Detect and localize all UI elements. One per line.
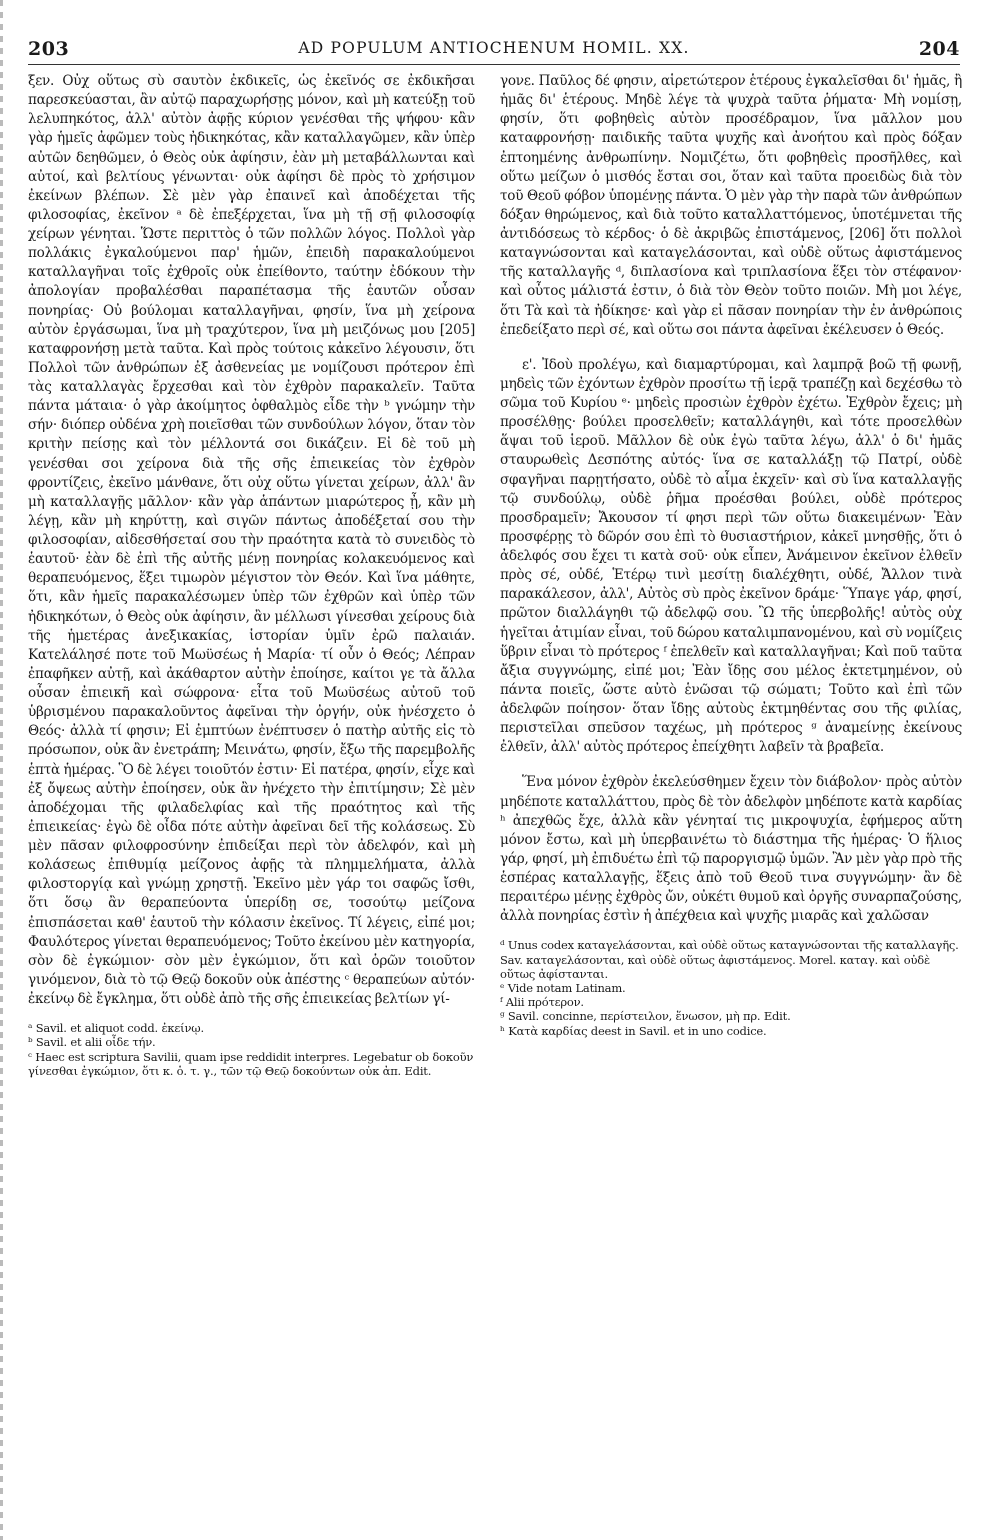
footnote-b: ᵇ Savil. et alii οἶδε τήν. <box>28 1035 156 1050</box>
footnote-g: ᵍ Savil. concinne, περίστειλον, ἕνωσον, μὴ πρ. Edit. <box>500 1009 791 1024</box>
right-paragraph-2: ε'. Ἰδοὺ προλέγω, καὶ διαμαρτύρομαι, καὶ λαμπρᾷ βοῶ τῇ φωνῇ, μηδεὶς τῶν ἐχόντων ἐχθρὸν προσίτω τῇ ἱερᾷ τραπέζῃ καὶ δεχέσθω τὸ σῶμα τοῦ Κυρίου ᵉ· μηδεὶς προσιὼν ἐχθρὸν ἐχέτω. Ἐχθρὸν ἔχεις; μὴ προσέλθῃς· βούλει προσελθεῖν; καταλλάγηθι, καὶ τότε προσελθὼν ἅψαι τοῦ ἱεροῦ. Μᾶλλον δὲ οὐκ ἐγὼ ταῦτα λέγω, ἀλλ' ὁ δι' ἡμᾶς σταυρωθεὶς Δεσπότης αὐτός· ἵνα σε καταλλάξῃ τῷ Πατρί, οὐδὲ σφαγῆναι παρῃτήσατο, οὐδὲ τὸ αἷμα ἐκχεῖν· καὶ σὺ ἵνα καταλλαγῇς τῷ συνδούλῳ, οὐδὲ ῥῆμα προέσθαι βούλει, οὐδὲ πρότερος προσδραμεῖν; Ἄκουσον τί φησι περὶ τῶν οὕτω διακειμένων· Ἐὰν προσφέρῃς τὸ δῶρόν σου ἐπὶ τὸ θυσιαστήριον, κἀκεῖ μνησθῇς, ὅτι ὁ ἀδελφός σου ἔχει τι κατὰ σοῦ· οὐκ εἶπεν, Ἀνάμεινον ἐκεῖνον ἐλθεῖν πρὸς σέ, οὐδέ, Ἑτέρῳ τινὶ μεσίτῃ διαλέχθητι, οὐδέ, Ἄλλον τινὰ παρακάλεσον, ἀλλ', Αὐτὸς σὺ πρὸς ἐκεῖνον δράμε· Ὕπαγε γάρ, φησί, πρῶτον διαλλάγηθι τῷ ἀδελφῷ σου. Ὢ τῆς ὑπερβολῆς! αὐτὸς οὐχ ἡγεῖται ἀτιμίαν εἶναι, τοῦ δώρου καταλιμπανομένου, καὶ σὺ νομίζεις ὕβριν εἶναι τὸ πρότερος ᶠ ἐπελθεῖν καὶ καταλλαγῆναι; Καὶ ποῦ ταῦτα ἄξια συγγνώμης, εἰπέ μοι; Ἐὰν ἴδῃς σου μέλος ἐκτετμημένον, οὐ πάντα ποιεῖς, ὥστε αὐτὸ ἑνῶσαι τῷ σώματι; Τοῦτο καὶ ἐπὶ τῶν ἀδελφῶν ποίησον· ὅταν ἴδῃς αὐτοὺς ἐκτμηθέντας σου τῆς φιλίας, περιστεῖλαι σπεῦσον ταχέως, μὴ πρότερος ᵍ ἀναμείνῃς ἐκείνους ἐλθεῖν, ἀλλ' αὐτὸς πρότερος ἐπείχθητι λαβεῖν τὰ βραβεῖα. <box>500 356 962 756</box>
page-edge-marks <box>0 0 3 1540</box>
footnote-h: ʰ Κατὰ καρδίας deest in Savil. et in uno codice. <box>500 1023 767 1038</box>
left-paragraph-1: ξεν. Οὐχ οὕτως σὺ σαυτὸν ἐκδικεῖς, ὡς ἐκεῖνός σε ἐκδικῆσαι παρεσκεύασται, ἂν αὐτῷ παραχωρήσῃς μόνον, καὶ μὴ κατεύξῃ τοῦ λελυπηκότος, ἀλλ' αὐτὸν ἀφῇς κύριον γενέσθαι τῆς ψήφου· κἂν γὰρ ἡμεῖς ἀφῶμεν τοὺς ἠδικηκότας, κἂν καταλλαγῶμεν, κἂν ὑπὲρ αὐτῶν δεηθῶμεν, ὁ Θεὸς οὐκ ἀφίησιν, ἐὰν μὴ μεταβάλλωνται καὶ αὐτοί, καὶ βελτίους γένωνται· οὐκ ἀφίησι δὲ πρὸς τὸ χρήσιμον ἐκείνων βλέπων. Σὲ μὲν γὰρ ἐπαινεῖ καὶ ἀποδέχεται τῆς φιλοσοφίας, ἐκεῖνον ᵃ δὲ ἐπεξέρχεται, ἵνα μὴ τῇ σῇ φιλοσοφίᾳ χείρων γένηται. Ὥστε περιττὸς ὁ τῶν πολλῶν λόγος. Πολλοὶ γὰρ πολλάκις ἐγκαλούμενοι παρ' ἡμῶν, ἐπειδὴ παρακαλούμενοι καταλλαγῆναι τοῖς ἐχθροῖς οὐκ ἐπείθοντο, ταύτην ἐδόκουν τὴν ἀπολογίαν προβαλέσθαι παραπέτασμα τῆς ἑαυτῶν οὖσαν πονηρίας· Οὐ βούλομαι καταλλαγῆναι, φησίν, ἵνα μὴ χείρονα αὐτὸν ἐργάσωμαι, ἵνα μὴ τραχύτερον, ἵνα μὴ μειζόνως μου [205] καταφρονήσῃ μετὰ ταῦτα. Καὶ πρὸς τούτοις κἀκεῖνο λέγουσιν, ὅτι Πολλοὶ τῶν ἀνθρώπων ἐξ ἀσθενείας με νομίζουσι πρότερον ἐπὶ τὰς καταλλαγὰς ἔρχεσθαι καὶ τὸν ἐχθρὸν παρακαλεῖν. Ταῦτα πάντα μάταια· ὁ γὰρ ἀκοίμητος ὀφθαλμὸς εἶδε τὴν ᵇ γνώμην τὴν σήν· διόπερ οὐδένα χρὴ ποιεῖσθαι τῶν συνδούλων λόγον, ὅταν τὸν κριτὴν πείσῃς καὶ τὸν μέλλοντά σοι δικάζειν. Εἰ δὲ τοῦ μὴ γενέσθαι σοι χείρονα διὰ τῆς σῆς ἐπιεικείας τὸν ἐχθρὸν φροντίζεις, ἐκεῖνο μάνθανε, ὅτι οὐχ οὕτω γίνεται χείρων, ἀλλ' ἂν μὴ καταλλαγῇς μᾶλλον· κἂν γὰρ ἁπάντων μιαρώτερος ᾖ, κἂν μὴ λέγῃ, κἂν μὴ κηρύττῃ, καὶ σιγῶν πάντως ἀποδέξεταί σου τὴν φιλοσοφίαν, αἰδεσθήσεταί σου τὴν πραότητα κατὰ τὸ συνειδὸς τὸ ἑαυτοῦ· ἐὰν δὲ ἐπὶ τῆς αὐτῆς μένῃ πονηρίας κολακευόμενος καὶ θεραπευόμενος, ἕξει τιμωρὸν μέγιστον τὸν Θεόν. Καὶ ἵνα μάθητε, ὅτι, κἂν ἡμεῖς παρακαλέσωμεν ὑπὲρ τῶν ἐχθρῶν καὶ ὑπὲρ τῶν ἠδικηκότων, ὁ Θεὸς οὐκ ἀφίησιν, ἂν μέλλωσι γίνεσθαι χείρους διὰ τῆς ἡμετέρας ἀνεξικακίας, ἱστορίαν ὑμῖν ἐρῶ παλαιάν. Κατελάλησέ ποτε τοῦ Μωϋσέως ἡ Μαρία· τί οὖν ὁ Θεός; Λέπραν ἐπαφῆκεν αὐτῇ, καὶ ἀκάθαρτον αὐτὴν ἐποίησε, καίτοι γε τὰ ἄλλα οὖσαν ἐπιεικῆ καὶ σώφρονα· εἶτα τοῦ Μωϋσέως αὐτοῦ τοῦ ὑβρισμένου παρακαλοῦντος ἀφεῖναι τὴν ὀργήν, οὐκ ἠνέσχετο ὁ Θεός· ἀλλὰ τί φησιν; Εἰ ἐμπτύων ἐνέπτυσεν ὁ πατὴρ αὐτῆς εἰς τὸ πρόσωπον, οὐκ ἂν ἐνετράπη; Μεινάτω, φησίν, ἔξω τῆς παρεμβολῆς ἑπτὰ ἡμέρας. Ὃ δὲ λέγει τοιοῦτόν ἐστιν· Εἰ πατέρα, φησίν, εἶχε καὶ ἐξ ὄψεως αὐτὴν ἐποίησεν, οὐκ ἂν ἠνέχετο τὴν ἐπιτίμησιν; Σὲ μὲν ἀποδέχομαι τῆς φιλαδελφίας καὶ τῆς πραότητος καὶ τῆς ἐπιεικείας· ἐγὼ δὲ οἶδα πότε αὐτὴν ἀφεῖναι δεῖ τῆς κολάσεως. Σὺ μὲν πᾶσαν φιλοφροσύνην ἐπιδείξαι περὶ τὸν ἀδελφόν, καὶ μὴ κολάσεως ἐπιθυμίᾳ μείζονος ἀφῇς τὰ πλημμελήματα, ἀλλὰ φιλοστοργίᾳ καὶ γνώμῃ χρηστῇ. Ἐκεῖνο μὲν γάρ τοι σαφῶς ἴσθι, ὅτι ὅσῳ ἂν θεραπεύοντα ὑπερίδῃ σε, τοσούτῳ μείζονα ἐπισπάσεται καθ' ἑαυτοῦ τὴν κόλασιν ἐκεῖνος. Τί λέγεις, εἰπέ μοι; Φαυλότερος γίνεται θεραπευόμενος; Τοῦτο ἐκείνου μὲν κατηγορία, σὸν δὲ ἐγκώμιον· σὸν μὲν ἐγκώμιον, ὅτι καὶ ὁρῶν τοιοῦτον γινόμενον, διὰ τὸ τῷ Θεῷ δοκοῦν οὐκ ἀπέστης ᶜ θεραπεύων αὐτόν· ἐκείνῳ δὲ ἔγκλημα, ὅτι οὐδὲ ἀπὸ τῆς σῆς ἐπιεικείας βελτίων γί- <box>28 73 475 1007</box>
page-header <box>28 38 960 62</box>
right-paragraph-3: Ἕνα μόνον ἐχθρὸν ἐκελεύσθημεν ἔχειν τὸν διάβολον· πρὸς αὐτὸν μηδέποτε καταλλάττου, πρὸς δὲ τὸν ἀδελφὸν μηδέποτε κατὰ καρδίας ʰ ἀπεχθῶς ἔχε, ἀλλὰ κἂν γένηταί τις μικροψυχία, ἐφήμερος αὕτη μόνον ἔστω, καὶ μὴ ὑπερβαινέτω τὸ διάστημα τῆς ἡμέρας· Ὁ ἥλιος γάρ, φησί, μὴ ἐπιδυέτω ἐπὶ τῷ παροργισμῷ ὑμῶν. Ἂν μὲν γὰρ πρὸ τῆς ἑσπέρας καταλλαγῇς, ἕξεις ἀπὸ τοῦ Θεοῦ τινα συγγνώμην· ἂν δὲ περαιτέρω μένῃς ἐχθρὸς ὤν, οὐκέτι θυμοῦ καὶ ὀργῆς συναρπαζούσης, ἀλλὰ πονηρίας ἐστὶν ἡ ἀπέχθεια καὶ ψυχῆς μιαρᾶς καὶ χαλῶσαν <box>500 774 962 925</box>
right-paragraph-1: γονε. Παῦλος δέ φησιν, αἱρετώτερον ἑτέρους ἐγκαλεῖσθαι δι' ἡμᾶς, ἢ ἡμᾶς δι' ἑτέρους. Μηδὲ λέγε τὰ ψυχρὰ ταῦτα ῥήματα· Μὴ νομίσῃ, φησίν, ὅτι φοβηθεὶς αὐτὸν προσέδραμον, ἵνα μᾶλλον μου καταφρονήσῃ· παιδικῆς ταῦτα ψυχῆς καὶ ἀνοήτου καὶ πρὸς δόξαν ἐπτοημένης ἀνθρωπίνην. Νομιζέτω, ὅτι φοβηθεὶς προσῆλθες, καὶ οὕτω μείζων ὁ μισθός ἔσται σοι, ὅταν καὶ ταῦτα προειδὼς διὰ τὸν τοῦ Θεοῦ φόβον ὑπομένῃς πάντα. Ὁ μὲν γὰρ τὴν παρὰ τῶν ἀνθρώπων δόξαν θηρώμενος, καὶ διὰ τοῦτο καταλλαττόμενος, ὑποτέμνεται τῆς ἀντιδόσεως τὸ κέρδος· ὁ δὲ ἀκριβῶς ἐπιστάμενος, [206] ὅτι πολλοὶ καταγνώσονται καὶ καταγελάσονται, καὶ οὐδὲ οὕτως ἀφιστάμενος τῆς καταλλαγῆς ᵈ, διπλασίονα καὶ τριπλασίονα ἕξει τὸν στέφανον· καὶ οὗτος μάλιστά ἐστιν, ὁ διὰ τὸν Θεὸν τοῦτο ποιῶν. Μὴ μοι λέγε, ὅτι Τὰ καὶ τὰ ἠδίκησε· καὶ γὰρ εἰ πᾶσαν πονηρίαν τὴν ἐν ἀνθρώποις ἐπεδείξατο περὶ σέ, καὶ οὕτω σοι πάντα ἀφεῖναι ἐκέλευσεν ὁ Θεός. <box>500 73 962 338</box>
running-title: AD POPULUM ANTIOCHENUM HOMIL. XX. <box>298 39 690 57</box>
header-rule <box>28 64 960 65</box>
footnote-e: ᵉ Vide notam Latinam. <box>500 980 626 995</box>
footnote-a: ᵃ Savil. et aliquot codd. ἐκείνῳ. <box>28 1021 204 1036</box>
left-column <box>28 72 475 1078</box>
page-number-right: 204 <box>918 38 960 60</box>
footnote-d: ᵈ Unus codex καταγελάσονται, καὶ οὐδὲ οὕτως καταγνώσονται τῆς καταλλαγῆς. Sav. καταγελάσονται, καὶ οὐδὲ οὕτως ἀφιστάμενος. Morel. καταγ. καὶ οὐδὲ οὕτως ἀφίστανται. <box>500 938 959 981</box>
footnote-c: ᶜ Haec est scriptura Savilii, quam ipse reddidit interpres. Legebatur ob δοκοῦν γίνεσθαι ἐγκώμιον, ὅτι κ. ὁ. τ. γ., τῶν τῷ Θεῷ δοκούντων οὐκ ἀπ. Edit. <box>28 1049 474 1078</box>
page-number-left: 203 <box>28 38 70 60</box>
right-column <box>500 72 962 1038</box>
footnote-f: ᶠ Alii πρότερον. <box>500 995 584 1010</box>
